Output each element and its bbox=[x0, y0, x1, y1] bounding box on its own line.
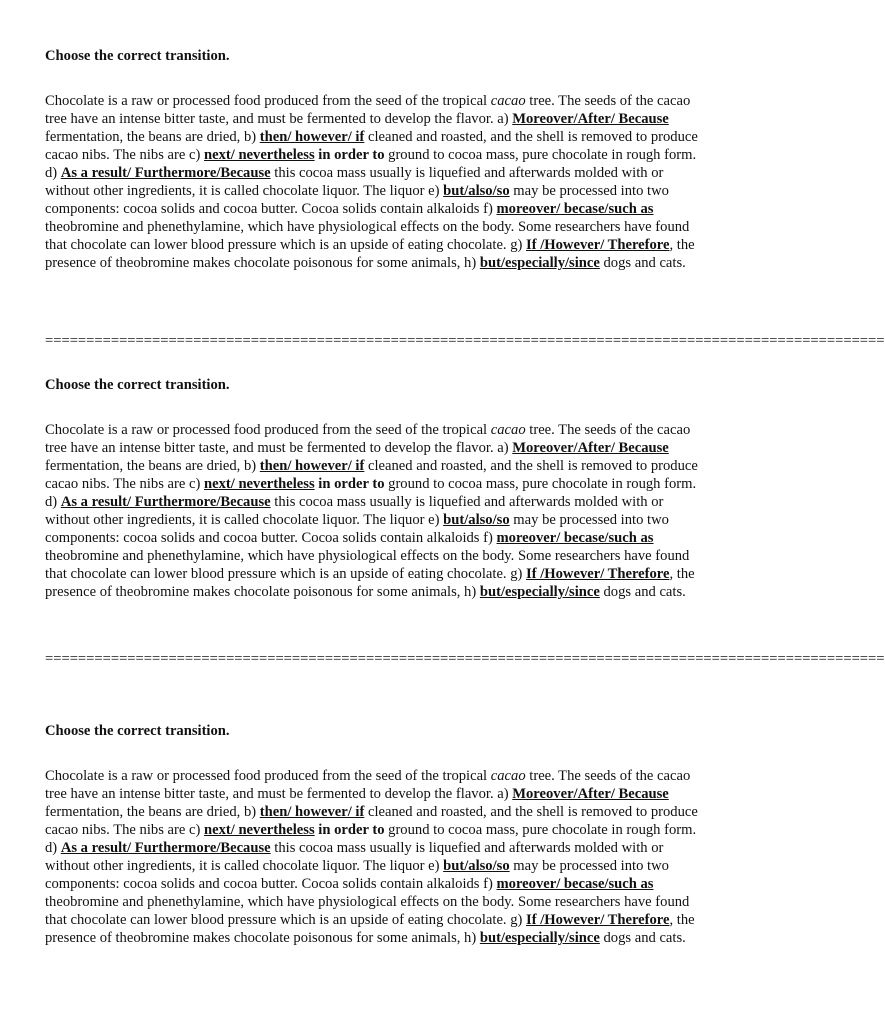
option-b: then/ however/ if bbox=[259, 804, 365, 821]
option-d: As a result/ Furthermore/Because bbox=[60, 165, 271, 182]
option-b: then/ however/ if bbox=[259, 458, 365, 475]
option-g: If /However/ Therefore bbox=[526, 237, 670, 254]
option-a: Moreover/After/ Because bbox=[512, 111, 669, 128]
option-e: but/also/so bbox=[443, 183, 510, 200]
option-c: next/ nevertheless bbox=[203, 822, 315, 839]
separator-line-1: ====================================================================================================== bbox=[45, 333, 885, 349]
option-d: As a result/ Furthermore/Because bbox=[60, 840, 271, 857]
option-h: but/especially/since bbox=[479, 584, 600, 601]
option-f: moreover/ becase/such as bbox=[496, 201, 654, 218]
section-3-paragraph: Chocolate is a raw or processed food produced from the seed of the tropical cacao tree. The seeds of the cacao tree have an intense bitter taste, and must be fermented to develop the flavor. a) Moreover/After/ Because fermentation, the beans are dried, b) then/ however/ if cleaned and roasted, and the shell is removed to produce cacao nibs. The nibs are c) next/ nevertheless in order to ground to cocoa mass, pure chocolate in rough form. d) As a result/ Furthermore/Because this cocoa mass usually is liquefied and afterwards molded with or without other ingredients, it is called chocolate liquor. The liquor e) but/also/so may be processed into two components: cocoa solids and cocoa butter. Cocoa solids contain alkaloids f) moreover/ becase/such as theobromine and phenethylamine, which have physiological effects on the body. Some researchers have found that chocolate can lower blood pressure which is an upside of eating chocolate. g) If /However/ Therefore, the presence of theobromine makes chocolate poisonous for some animals, h) but/especially/since dogs and cats. bbox=[45, 768, 698, 947]
option-b: then/ however/ if bbox=[259, 129, 365, 146]
option-a: Moreover/After/ Because bbox=[512, 440, 669, 457]
option-f: moreover/ becase/such as bbox=[496, 876, 654, 893]
option-a: Moreover/After/ Because bbox=[512, 786, 669, 803]
option-f: moreover/ becase/such as bbox=[496, 530, 654, 547]
option-c: next/ nevertheless bbox=[203, 476, 315, 493]
option-e: but/also/so bbox=[443, 512, 510, 529]
option-g: If /However/ Therefore bbox=[526, 912, 670, 929]
section-2-paragraph: Chocolate is a raw or processed food produced from the seed of the tropical cacao tree. The seeds of the cacao tree have an intense bitter taste, and must be fermented to develop the flavor. a) Moreover/After/ Because fermentation, the beans are dried, b) then/ however/ if cleaned and roasted, and the shell is removed to produce cacao nibs. The nibs are c) next/ nevertheless in order to ground to cocoa mass, pure chocolate in rough form. d) As a result/ Furthermore/Because this cocoa mass usually is liquefied and afterwards molded with or without other ingredients, it is called chocolate liquor. The liquor e) but/also/so may be processed into two components: cocoa solids and cocoa butter. Cocoa solids contain alkaloids f) moreover/ becase/such as theobromine and phenethylamine, which have physiological effects on the body. Some researchers have found that chocolate can lower blood pressure which is an upside of eating chocolate. g) If /However/ Therefore, the presence of theobromine makes chocolate poisonous for some animals, h) but/especially/since dogs and cats. bbox=[45, 422, 698, 601]
section-3-heading: Choose the correct transition. bbox=[45, 723, 230, 739]
option-h: but/especially/since bbox=[479, 930, 600, 947]
option-c: next/ nevertheless bbox=[203, 147, 315, 164]
section-1-paragraph: Chocolate is a raw or processed food produced from the seed of the tropical cacao tree. The seeds of the cacao tree have an intense bitter taste, and must be fermented to develop the flavor. a) Moreover/After/ Because fermentation, the beans are dried, b) then/ however/ if cleaned and roasted, and the shell is removed to produce cacao nibs. The nibs are c) next/ nevertheless in order to ground to cocoa mass, pure chocolate in rough form. d) As a result/ Furthermore/Because this cocoa mass usually is liquefied and afterwards molded with or without other ingredients, it is called chocolate liquor. The liquor e) but/also/so may be processed into two components: cocoa solids and cocoa butter. Cocoa solids contain alkaloids f) moreover/ becase/such as theobromine and phenethylamine, which have physiological effects on the body. Some researchers have found that chocolate can lower blood pressure which is an upside of eating chocolate. g) If /However/ Therefore, the presence of theobromine makes chocolate poisonous for some animals, h) but/especially/since dogs and cats. bbox=[45, 93, 698, 272]
section-1-heading: Choose the correct transition. bbox=[45, 48, 230, 64]
option-d: As a result/ Furthermore/Because bbox=[60, 494, 271, 511]
separator-line-2: ====================================================================================================== bbox=[45, 651, 885, 667]
option-g: If /However/ Therefore bbox=[526, 566, 670, 583]
option-h: but/especially/since bbox=[479, 255, 600, 272]
option-e: but/also/so bbox=[443, 858, 510, 875]
section-2-heading: Choose the correct transition. bbox=[45, 377, 230, 393]
